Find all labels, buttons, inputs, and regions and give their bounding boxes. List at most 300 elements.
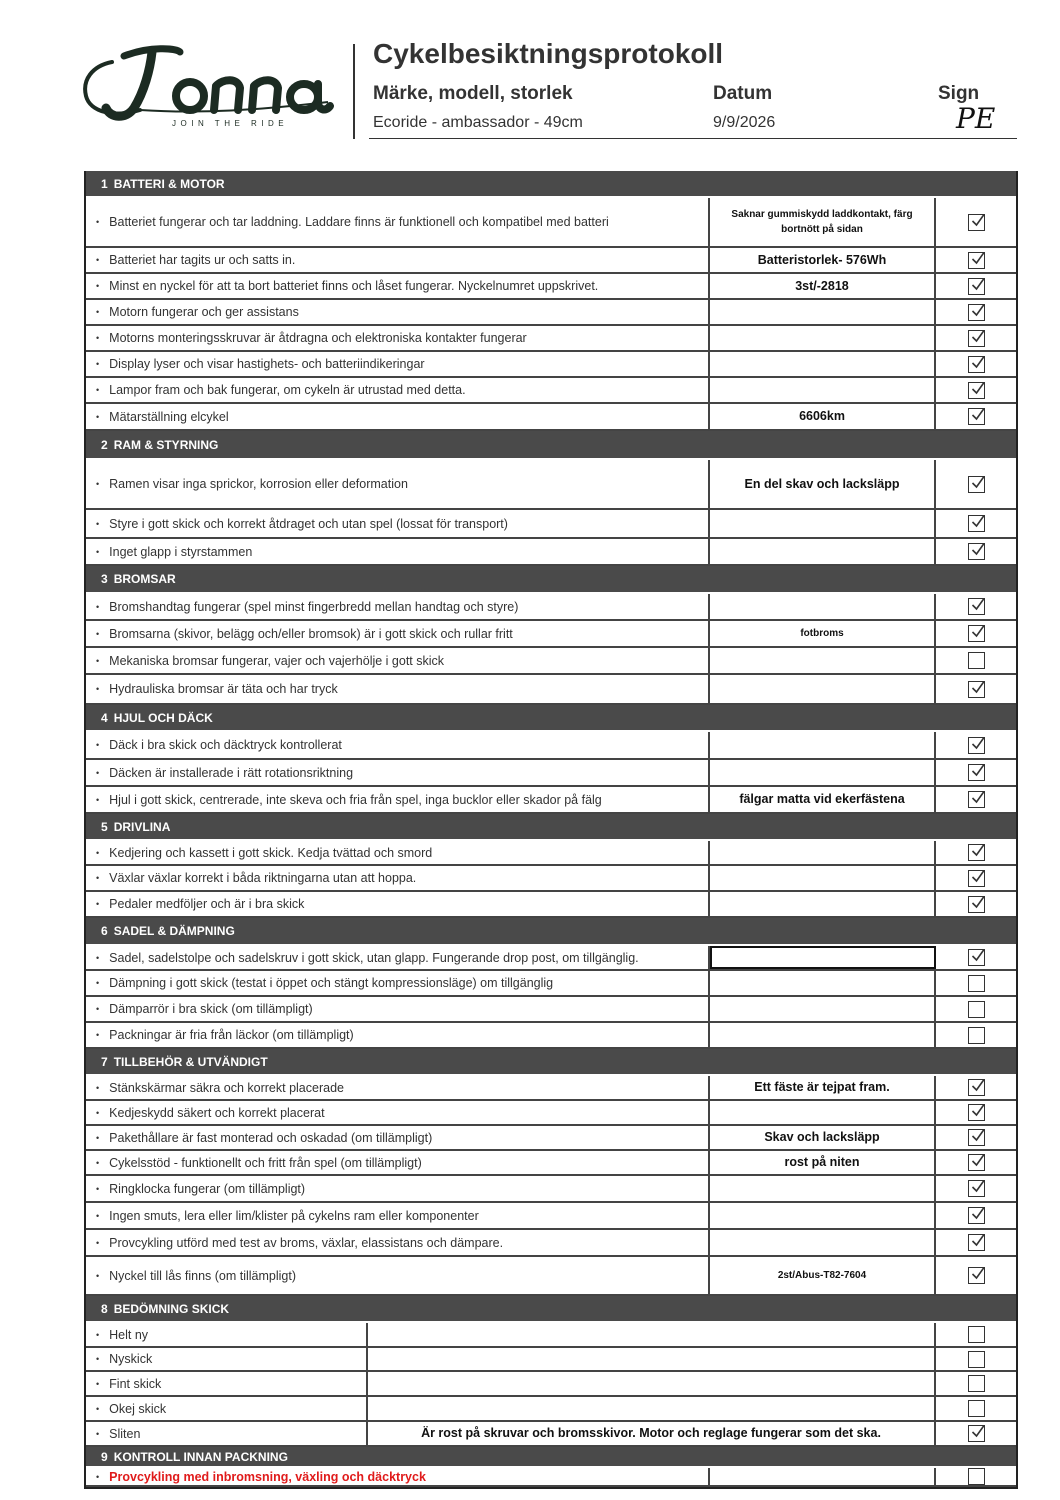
section-number: 7	[101, 1054, 108, 1069]
note-cell[interactable]	[368, 1323, 936, 1346]
item-cell	[86, 787, 710, 812]
item-cell	[86, 1257, 710, 1294]
check-cell	[936, 866, 1016, 890]
note-cell[interactable]: 3st/-2818	[710, 274, 936, 298]
table-row	[86, 198, 1016, 248]
note-cell[interactable]	[368, 1372, 936, 1395]
checkbox-checked-icon[interactable]	[968, 791, 985, 808]
table-row	[86, 378, 1016, 404]
table-row	[86, 1023, 1016, 1049]
checkbox-checked-icon[interactable]	[968, 330, 985, 347]
item-cell	[86, 866, 710, 890]
bullet-icon: •	[96, 411, 100, 422]
bullet-icon: •	[96, 1378, 100, 1389]
table-row	[86, 300, 1016, 326]
header-underline	[369, 138, 1017, 139]
bullet-icon: •	[96, 1107, 100, 1118]
item-cell	[86, 997, 710, 1021]
checkbox-checked-icon[interactable]	[968, 214, 985, 231]
item-cell	[86, 300, 710, 324]
check-cell	[936, 198, 1016, 246]
item-text: Pedaler medföljer och är i bra skick	[109, 897, 305, 911]
item-text: Kedjering och kassett i gott skick. Kedja tvättad och smord	[109, 845, 433, 860]
note-cell[interactable]	[710, 1203, 936, 1228]
bullet-icon: •	[96, 217, 100, 227]
bullet-icon: •	[96, 873, 100, 883]
check-cell	[936, 675, 1016, 703]
item-text: Pakethållare är fast monterad och oskadad (om tillämpligt)	[109, 1130, 433, 1145]
checkbox-checked-icon[interactable]	[968, 543, 985, 560]
item-cell	[86, 1101, 710, 1124]
note-cell[interactable]	[710, 946, 936, 969]
table-row	[86, 841, 1016, 866]
checkbox-checked-icon[interactable]	[968, 598, 985, 615]
bullet-icon: •	[96, 385, 100, 395]
item-text: Kedjeskydd säkert och korrekt placerat	[109, 1105, 325, 1120]
table-row	[86, 1076, 1016, 1101]
bullet-icon: •	[96, 1132, 100, 1143]
section-number: 8	[101, 1301, 108, 1316]
item-cell	[86, 326, 710, 350]
check-cell	[936, 1468, 1016, 1485]
item-cell	[86, 248, 710, 272]
item-text: Mekaniska bromsar fungerar, vajer och vajerhölje i gott skick	[109, 653, 445, 668]
note-cell[interactable]	[710, 300, 936, 324]
section-number: 2	[101, 437, 108, 452]
item-cell	[86, 539, 710, 564]
checkbox-empty-icon[interactable]	[968, 1027, 985, 1044]
section-title: SADEL & DÄMPNING	[113, 924, 235, 938]
check-cell	[936, 1023, 1016, 1047]
check-cell	[936, 1203, 1016, 1228]
date-label: Datum	[713, 83, 773, 104]
item-cell	[86, 760, 710, 785]
note-cell[interactable]	[710, 1468, 936, 1485]
checkbox-checked-icon[interactable]	[968, 870, 985, 887]
checkbox-empty-icon[interactable]	[968, 1468, 985, 1485]
table-row	[86, 594, 1016, 621]
check-cell	[936, 300, 1016, 324]
item-cell	[86, 274, 710, 298]
table-row	[86, 1203, 1016, 1230]
item-text: Nyckel till lås finns (om tillämpligt)	[109, 1268, 297, 1283]
item-text: Hydrauliska bromsar är täta och har tryck	[109, 682, 338, 696]
bullet-icon: •	[96, 1157, 100, 1168]
table-row	[86, 946, 1016, 971]
note-cell[interactable]: Saknar gummiskydd laddkontakt, färg bortnött på sidan	[710, 198, 936, 246]
section-number: 9	[101, 1449, 108, 1464]
check-cell	[936, 1076, 1016, 1099]
check-cell	[936, 892, 1016, 916]
bullet-icon: •	[96, 1270, 100, 1281]
item-cell	[86, 1126, 710, 1149]
svg-text:JOIN THE RIDE: JOIN THE RIDE	[172, 119, 289, 128]
note-cell[interactable]	[710, 892, 936, 916]
table-row	[86, 621, 1016, 648]
checkbox-checked-icon[interactable]	[968, 949, 985, 966]
checkbox-checked-icon[interactable]	[968, 252, 985, 269]
bullet-icon: •	[96, 1237, 100, 1248]
section-number: 1	[101, 176, 108, 191]
table-row	[86, 1397, 1016, 1422]
section-number: 6	[101, 924, 108, 938]
item-cell	[86, 404, 710, 429]
check-cell	[936, 248, 1016, 272]
table-row	[86, 648, 1016, 675]
checkbox-checked-icon[interactable]	[968, 382, 985, 399]
bullet-icon: •	[96, 1329, 100, 1340]
table-row	[86, 352, 1016, 378]
table-row	[86, 1230, 1016, 1257]
table-row	[86, 675, 1016, 705]
checkbox-empty-icon[interactable]	[968, 1400, 985, 1417]
bullet-icon: •	[96, 1428, 100, 1439]
check-cell	[936, 732, 1016, 758]
note-cell[interactable]	[710, 1023, 936, 1047]
item-text: Växlar växlar korrekt i båda riktningarna utan att hoppa.	[109, 871, 417, 885]
section-title: HJUL OCH DÄCK	[113, 710, 213, 725]
item-text: Däcken är installerade i rätt rotationsriktning	[109, 765, 354, 780]
table-row	[86, 1468, 1016, 1487]
item-text: Display lyser och visar hastighets- och batteriindikeringar	[109, 357, 425, 371]
brand-label: Märke, modell, storlek	[373, 83, 573, 104]
check-cell	[936, 760, 1016, 785]
note-cell[interactable]	[710, 539, 936, 564]
bullet-icon: •	[96, 518, 100, 529]
item-text: Fint skick	[109, 1376, 162, 1391]
check-cell	[936, 326, 1016, 350]
item-cell	[86, 1348, 368, 1370]
table-row	[86, 510, 1016, 539]
checkbox-checked-icon[interactable]	[968, 896, 985, 913]
bullet-icon: •	[96, 1403, 100, 1414]
note-cell[interactable]: 2st/Abus-T82-7604	[710, 1257, 936, 1294]
table-row	[86, 1422, 1016, 1447]
checkbox-empty-icon[interactable]	[968, 1326, 985, 1343]
table-row	[86, 460, 1016, 510]
section-title: BEDÖMNING SKICK	[113, 1301, 230, 1316]
note-cell[interactable]	[710, 866, 936, 890]
checkbox-empty-icon[interactable]	[968, 1001, 985, 1018]
checkbox-checked-icon[interactable]	[968, 1207, 985, 1224]
item-text: Motorn fungerar och ger assistans	[109, 305, 299, 319]
note-cell[interactable]: fotbroms	[710, 621, 936, 646]
section-number: 4	[101, 710, 108, 725]
check-cell	[936, 274, 1016, 298]
item-text: Lampor fram och bak fungerar, om cykeln är utrustad med detta.	[109, 383, 466, 397]
item-cell	[86, 198, 710, 246]
table-row	[86, 1348, 1016, 1372]
item-text: Cykelsstöd - funktionellt och fritt från spel (om tillämpligt)	[109, 1155, 422, 1170]
item-text: Ringklocka fungerar (om tillämpligt)	[109, 1181, 306, 1196]
bullet-icon: •	[96, 601, 100, 612]
section-header-5	[86, 814, 1016, 841]
note-cell[interactable]	[710, 732, 936, 758]
check-cell	[936, 460, 1016, 508]
item-cell	[86, 594, 710, 619]
item-text: Sadel, sadelstolpe och sadelskruv i gott skick, utan glapp. Fungerande drop post, om tillgänglig.	[109, 950, 639, 965]
item-cell	[86, 1176, 710, 1201]
bullet-icon: •	[96, 740, 100, 750]
checkbox-checked-icon[interactable]	[968, 737, 985, 754]
note-cell[interactable]	[710, 841, 936, 864]
section-header-4	[86, 705, 1016, 732]
note-cell[interactable]	[710, 997, 936, 1021]
checkbox-checked-icon[interactable]	[968, 1129, 985, 1146]
section-header-8	[86, 1296, 1016, 1323]
checkbox-checked-icon[interactable]	[968, 1425, 985, 1442]
table-row	[86, 760, 1016, 787]
checkbox-empty-icon[interactable]	[968, 1375, 985, 1392]
item-cell	[86, 946, 710, 969]
item-text: Dämparrör i bra skick (om tillämpligt)	[109, 1002, 313, 1016]
check-cell	[936, 648, 1016, 673]
item-cell	[86, 675, 710, 703]
bullet-icon: •	[96, 628, 100, 639]
bullet-icon: •	[96, 794, 100, 805]
checkbox-checked-icon[interactable]	[968, 476, 985, 493]
item-cell	[86, 1023, 710, 1047]
item-text: Bromshandtag fungerar (spel minst fingerbredd mellan handtag och styre)	[109, 599, 519, 614]
item-cell	[86, 1468, 710, 1485]
note-cell[interactable]: Är rost på skruvar och bromsskivor. Motor och reglage fungerar som det ska.	[368, 1422, 936, 1445]
bullet-icon: •	[96, 767, 100, 778]
check-cell	[936, 1126, 1016, 1149]
check-cell	[936, 1372, 1016, 1395]
item-text: Batteriet har tagits ur och satts in.	[109, 253, 296, 267]
sign-label: Sign	[938, 83, 980, 104]
checkbox-empty-icon[interactable]	[968, 975, 985, 992]
item-text: Motorns monteringsskruvar är åtdragna och elektroniska kontakter fungerar	[109, 331, 527, 345]
check-cell	[936, 971, 1016, 995]
table-row	[86, 1372, 1016, 1397]
item-cell	[86, 1151, 710, 1174]
section-number: 5	[101, 819, 108, 834]
item-text: Däck i bra skick och däcktryck kontrollerat	[109, 738, 342, 752]
item-text: Helt ny	[109, 1327, 149, 1342]
jonna-logo-graphic	[80, 40, 335, 136]
item-text: Batteriet fungerar och tar laddning. Laddare finns är funktionell och kompatibel med batteri	[109, 215, 609, 229]
check-cell	[936, 1257, 1016, 1294]
check-cell	[936, 841, 1016, 864]
date-value: 9/9/2026	[713, 114, 776, 131]
checkbox-checked-icon[interactable]	[968, 1267, 985, 1284]
note-cell[interactable]	[710, 352, 936, 376]
checkbox-checked-icon[interactable]	[968, 625, 985, 642]
checkbox-checked-icon[interactable]	[968, 844, 985, 861]
checkbox-empty-icon[interactable]	[968, 1351, 985, 1368]
checkbox-checked-icon[interactable]	[968, 1104, 985, 1121]
table-row	[86, 248, 1016, 274]
checkbox-checked-icon[interactable]	[968, 1079, 985, 1096]
item-text: Sliten	[109, 1426, 141, 1441]
bullet-icon: •	[96, 684, 100, 694]
check-cell	[936, 1397, 1016, 1420]
item-text: Inget glapp i styrstammen	[109, 544, 253, 559]
bullet-icon: •	[96, 1354, 100, 1364]
checkbox-checked-icon[interactable]	[968, 408, 985, 425]
item-text: Hjul i gott skick, centrerade, inte skeva och fria från spel, inga bucklor eller skador på fälg	[109, 792, 602, 807]
table-row	[86, 274, 1016, 300]
item-text: Nyskick	[109, 1352, 153, 1366]
note-cell[interactable]	[368, 1397, 936, 1420]
note-cell[interactable]: Skav och lacksläpp	[710, 1126, 936, 1149]
check-cell	[936, 997, 1016, 1021]
item-cell	[86, 510, 710, 537]
check-cell	[936, 1176, 1016, 1201]
item-cell	[86, 1323, 368, 1346]
bullet-icon: •	[96, 847, 100, 858]
note-cell[interactable]: 6606km	[710, 404, 936, 429]
note-cell[interactable]	[710, 760, 936, 785]
bullet-icon: •	[96, 978, 100, 988]
note-cell[interactable]	[368, 1348, 936, 1370]
note-cell[interactable]: fälgar matta vid ekerfästena	[710, 787, 936, 812]
bullet-icon: •	[96, 952, 100, 963]
item-text: Styre i gott skick och korrekt åtdraget och utan spel (lossat för transport)	[109, 516, 508, 531]
note-cell[interactable]	[710, 648, 936, 673]
section-title: BATTERI & MOTOR	[113, 176, 225, 191]
table-row	[86, 1101, 1016, 1126]
checkbox-checked-icon[interactable]	[968, 1180, 985, 1197]
note-cell[interactable]: rost på niten	[710, 1151, 936, 1174]
section-number: 3	[101, 572, 108, 586]
check-cell	[936, 378, 1016, 402]
note-cell[interactable]	[710, 326, 936, 350]
section-header-6	[86, 918, 1016, 946]
bullet-icon: •	[96, 307, 100, 317]
item-text: Dämpning i gott skick (testat i öppet och stängt kompressionsläge) om tillgänglig	[109, 976, 554, 990]
note-cell[interactable]	[710, 378, 936, 402]
bullet-icon: •	[96, 1082, 100, 1093]
item-text: Provcykling med inbromsning, växling och däcktryck	[109, 1469, 426, 1484]
section-title: DRIVLINA	[113, 819, 171, 834]
table-row	[86, 1323, 1016, 1348]
bullet-icon: •	[96, 255, 100, 265]
note-cell[interactable]	[710, 1176, 936, 1201]
item-text: Mätarställning elcykel	[109, 409, 229, 424]
item-cell	[86, 892, 710, 916]
item-text: Ingen smuts, lera eller lim/klister på cykelns ram eller komponenter	[109, 1208, 479, 1223]
item-text: Bromsarna (skivor, belägg och/eller bromsok) är i gott skick och rullar fritt	[109, 626, 513, 641]
note-cell[interactable]	[710, 971, 936, 995]
header-divider	[353, 44, 355, 139]
bullet-icon: •	[96, 546, 100, 557]
note-cell[interactable]: Batteristorlek- 576Wh	[710, 248, 936, 272]
check-cell	[936, 787, 1016, 812]
table-row	[86, 892, 1016, 918]
section-title: TILLBEHÖR & UTVÄNDIGT	[113, 1054, 268, 1069]
table-row	[86, 539, 1016, 566]
check-cell	[936, 1323, 1016, 1346]
jonna-logo	[80, 40, 335, 136]
bullet-icon: •	[96, 1183, 100, 1194]
note-cell[interactable]	[710, 675, 936, 703]
section-header-3	[86, 566, 1016, 594]
check-cell	[936, 404, 1016, 429]
bullet-icon: •	[96, 1471, 100, 1482]
checkbox-checked-icon[interactable]	[968, 681, 985, 698]
item-cell	[86, 841, 710, 864]
check-cell	[936, 539, 1016, 564]
table-row	[86, 1257, 1016, 1296]
section-title: RAM & STYRNING	[113, 437, 219, 452]
item-cell	[86, 1397, 368, 1420]
note-cell[interactable]: Ett fäste är tejpat fram.	[710, 1076, 936, 1099]
checkbox-checked-icon[interactable]	[968, 515, 985, 532]
section-header-1	[86, 171, 1016, 198]
bullet-icon: •	[96, 1030, 100, 1040]
note-cell[interactable]	[710, 594, 936, 619]
item-text: Minst en nyckel för att ta bort batteriet finns och låset fungerar. Nyckelnumret uppskrivet.	[109, 279, 599, 293]
signature: PE	[956, 102, 996, 135]
check-cell	[936, 352, 1016, 376]
inspection-table	[84, 171, 1018, 1489]
checkbox-checked-icon[interactable]	[968, 1234, 985, 1251]
item-cell	[86, 648, 710, 673]
check-cell	[936, 1422, 1016, 1445]
section-title: KONTROLL INNAN PACKNING	[113, 1449, 288, 1464]
table-row	[86, 404, 1016, 431]
item-cell	[86, 352, 710, 376]
page-title: Cykelbesiktningsprotokoll	[373, 38, 724, 69]
table-row	[86, 732, 1016, 760]
bullet-icon: •	[96, 1210, 100, 1221]
note-cell[interactable]	[710, 1101, 936, 1124]
table-row	[86, 1126, 1016, 1151]
note-cell[interactable]	[710, 510, 936, 537]
checkbox-checked-icon[interactable]	[968, 1154, 985, 1171]
item-cell	[86, 1203, 710, 1228]
section-header-2	[86, 431, 1016, 460]
section-header-7	[86, 1049, 1016, 1076]
item-cell	[86, 1076, 710, 1099]
item-text: Provcykling utförd med test av broms, växlar, elassistans och dämpare.	[109, 1235, 504, 1250]
checkbox-checked-icon[interactable]	[968, 304, 985, 321]
item-cell	[86, 732, 710, 758]
section-title: BROMSAR	[113, 572, 176, 586]
check-cell	[936, 1348, 1016, 1370]
bullet-icon: •	[96, 1004, 100, 1014]
note-cell[interactable]	[710, 1230, 936, 1255]
check-cell	[936, 1230, 1016, 1255]
checkbox-empty-icon[interactable]	[968, 652, 985, 669]
item-cell	[86, 1230, 710, 1255]
check-cell	[936, 946, 1016, 969]
note-cell[interactable]: En del skav och lacksläpp	[710, 460, 936, 508]
table-row	[86, 787, 1016, 814]
check-cell	[936, 510, 1016, 537]
bullet-icon: •	[96, 333, 100, 343]
table-row	[86, 1176, 1016, 1203]
table-row	[86, 866, 1016, 892]
item-cell	[86, 378, 710, 402]
checkbox-checked-icon[interactable]	[968, 764, 985, 781]
check-cell	[936, 1101, 1016, 1124]
bullet-icon: •	[96, 899, 100, 909]
item-text: Okej skick	[109, 1401, 167, 1416]
item-text: Packningar är fria från läckor (om tillämpligt)	[109, 1028, 354, 1042]
table-row	[86, 1151, 1016, 1176]
checkbox-checked-icon[interactable]	[968, 278, 985, 295]
checkbox-checked-icon[interactable]	[968, 356, 985, 373]
item-cell	[86, 971, 710, 995]
item-text: Ramen visar inga sprickor, korrosion eller deformation	[109, 477, 408, 491]
item-cell	[86, 621, 710, 646]
brand-value: Ecoride - ambassador - 49cm	[373, 114, 583, 131]
item-cell	[86, 1422, 368, 1445]
bullet-icon: •	[96, 655, 100, 666]
